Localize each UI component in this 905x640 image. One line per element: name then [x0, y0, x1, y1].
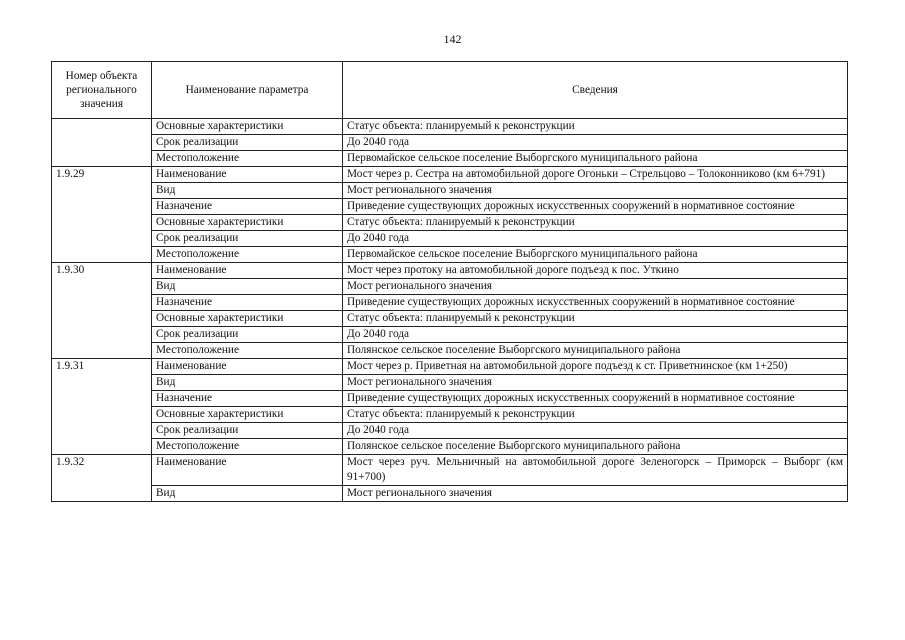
table-row	[52, 135, 848, 151]
value-cell: Полянское сельское поселение Выборгского муниципального района	[343, 439, 848, 455]
parameter-cell: Срок реализации	[152, 231, 343, 247]
table-row	[52, 199, 848, 215]
header-details: Сведения	[343, 62, 848, 119]
table-row	[52, 455, 848, 486]
parameter-cell: Основные характеристики	[152, 215, 343, 231]
object-number-cell: 1.9.31	[52, 359, 152, 455]
parameter-cell: Вид	[152, 375, 343, 391]
table-row	[52, 375, 848, 391]
parameter-cell: Наименование	[152, 359, 343, 375]
table-row	[52, 359, 848, 375]
value-cell: Приведение существующих дорожных искусственных сооружений в нормативное состояние	[343, 295, 848, 311]
value-cell: Первомайское сельское поселение Выборгского муниципального района	[343, 151, 848, 167]
table-row	[52, 151, 848, 167]
value-cell: Мост регионального значения	[343, 486, 848, 502]
object-number-cell: 1.9.32	[52, 455, 152, 502]
header-object-number: Номер объекта регионального значения	[52, 62, 152, 119]
value-cell: Приведение существующих дорожных искусственных сооружений в нормативное состояние	[343, 391, 848, 407]
parameter-cell: Срок реализации	[152, 135, 343, 151]
table-row	[52, 407, 848, 423]
value-cell: Мост регионального значения	[343, 183, 848, 199]
value-cell: Полянское сельское поселение Выборгского муниципального района	[343, 343, 848, 359]
table-row	[52, 439, 848, 455]
table-row	[52, 423, 848, 439]
value-cell: Первомайское сельское поселение Выборгского муниципального района	[343, 247, 848, 263]
table-row	[52, 263, 848, 279]
table-row	[52, 231, 848, 247]
table-row	[52, 215, 848, 231]
object-number-cell: 1.9.29	[52, 167, 152, 263]
table-row	[52, 343, 848, 359]
value-cell: Статус объекта: планируемый к реконструкции	[343, 407, 848, 423]
value-cell: Мост регионального значения	[343, 279, 848, 295]
parameter-cell: Местоположение	[152, 247, 343, 263]
parameter-cell: Основные характеристики	[152, 311, 343, 327]
table-row	[52, 295, 848, 311]
table-row	[52, 391, 848, 407]
table-row	[52, 167, 848, 183]
value-cell: До 2040 года	[343, 327, 848, 343]
header-parameter-name: Наименование параметра	[152, 62, 343, 119]
value-cell: Мост через руч. Мельничный на автомобильной дороге Зеленогорск – Приморск – Выборг (км 91+700)	[343, 455, 848, 486]
value-cell: Статус объекта: планируемый к реконструкции	[343, 215, 848, 231]
parameter-cell: Наименование	[152, 167, 343, 183]
value-cell: Мост через р. Приветная на автомобильной дороге подъезд к ст. Приветнинское (км 1+250)	[343, 359, 848, 375]
table-header-row	[52, 62, 848, 119]
value-cell: Мост через протоку на автомобильной дороге подъезд к пос. Уткино	[343, 263, 848, 279]
value-cell: Мост регионального значения	[343, 375, 848, 391]
parameter-cell: Наименование	[152, 455, 343, 486]
page-number: 142	[443, 32, 462, 46]
parameter-cell: Назначение	[152, 391, 343, 407]
table-row	[52, 486, 848, 502]
parameter-cell: Вид	[152, 183, 343, 199]
parameter-cell: Наименование	[152, 263, 343, 279]
parameter-cell: Местоположение	[152, 151, 343, 167]
value-cell: До 2040 года	[343, 423, 848, 439]
value-cell: Приведение существующих дорожных искусственных сооружений в нормативное состояние	[343, 199, 848, 215]
table-row	[52, 247, 848, 263]
parameter-cell: Назначение	[152, 199, 343, 215]
parameter-cell: Местоположение	[152, 439, 343, 455]
parameters-table	[51, 61, 848, 502]
value-cell: Статус объекта: планируемый к реконструкции	[343, 119, 848, 135]
parameter-cell: Срок реализации	[152, 327, 343, 343]
parameter-cell: Основные характеристики	[152, 119, 343, 135]
parameter-cell: Назначение	[152, 295, 343, 311]
value-cell: До 2040 года	[343, 231, 848, 247]
table-row	[52, 183, 848, 199]
parameter-cell: Вид	[152, 486, 343, 502]
table-row	[52, 327, 848, 343]
parameter-cell: Основные характеристики	[152, 407, 343, 423]
table-row	[52, 279, 848, 295]
value-cell: Мост через р. Сестра на автомобильной дороге Огоньки – Стрельцово – Толоконниково (км 6+791)	[343, 167, 848, 183]
table-row	[52, 311, 848, 327]
parameter-cell: Вид	[152, 279, 343, 295]
object-number-cell: 1.9.30	[52, 263, 152, 359]
parameter-cell: Срок реализации	[152, 423, 343, 439]
object-number-cell	[52, 119, 152, 167]
table-row	[52, 119, 848, 135]
value-cell: До 2040 года	[343, 135, 848, 151]
parameter-cell: Местоположение	[152, 343, 343, 359]
value-cell: Статус объекта: планируемый к реконструкции	[343, 311, 848, 327]
